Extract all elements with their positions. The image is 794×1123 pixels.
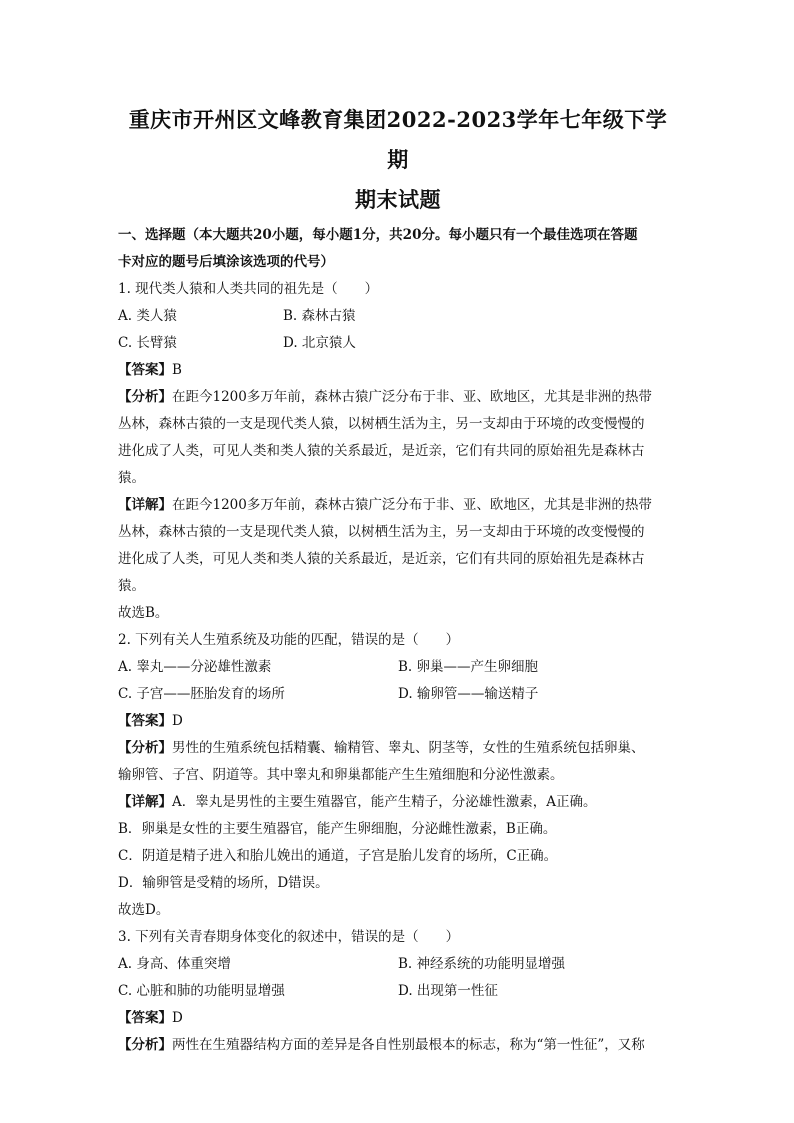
q1-conclusion: 故选B。 — [118, 605, 169, 621]
q3-answer-value: D — [172, 1010, 183, 1026]
section-header-line1: 一、选择题（本大题共20小题，每小题1分，共20分。每小题只有一个最佳选项在答题 — [118, 227, 638, 243]
q1-options-row2 — [118, 330, 678, 357]
q2-detail-line1: 【详解】A．睾丸是男性的主要生殖器官，能产生精子，分泌雄性激素，A正确。 — [118, 794, 597, 810]
q2-detail-line2: B．卵巢是女性的主要生殖器官，能产生卵细胞，分泌雌性激素，B正确。 — [118, 821, 557, 837]
q1-detail-line3: 进化成了人类，可见人类和类人猿的关系最近，是近亲，它们有共同的原始祖先是森林古 — [118, 551, 645, 567]
q3-analysis-line1: 【分析】两性在生殖器结构方面的差异是各自性别最根本的标志，称为“第一性征”，又称 — [118, 1037, 645, 1053]
q1-option-b: B. 森林古猿 — [283, 308, 356, 324]
q2-detail-line3: C．阴道是精子进入和胎儿娩出的通道，子宫是胎儿发育的场所，C正确。 — [118, 848, 558, 864]
q1-detail-line2: 丛林，森林古猿的一支是现代类人猿，以树栖生活为主，另一支却由于环境的改变慢慢的 — [118, 524, 645, 540]
q2-option-b: B. 卵巢——产生卵细胞 — [398, 659, 539, 675]
q1-option-a: A. 类人猿 — [118, 308, 177, 324]
document-page — [118, 100, 678, 1059]
q1-stem: 1. 现代类人猿和人类共同的祖先是（ ） — [118, 281, 379, 297]
detail-label: 【详解】 — [118, 794, 172, 810]
q3-option-c: C. 心脏和肺的功能明显增强 — [118, 983, 285, 999]
analysis-label: 【分析】 — [118, 1037, 172, 1053]
q3-options-row2 — [118, 978, 678, 1005]
q2-option-a: A. 睾丸——分泌雄性激素 — [118, 659, 272, 675]
q2-option-d: D. 输卵管——输送精子 — [398, 686, 539, 702]
q1-analysis-line2: 丛林，森林古猿的一支是现代类人猿，以树栖生活为主，另一支却由于环境的改变慢慢的 — [118, 416, 645, 432]
analysis-label: 【分析】 — [118, 389, 172, 405]
q3-answer — [118, 1005, 678, 1032]
q1-option-d: D. 北京猿人 — [283, 335, 356, 351]
q2-analysis-line1: 【分析】男性的生殖系统包括精囊、输精管、睾丸、阴茎等，女性的生殖系统包括卵巢、 — [118, 740, 645, 756]
q1-option-c: C. 长臂猿 — [118, 335, 177, 351]
q1-analysis-line1: 【分析】在距今1200多万年前，森林古猿广泛分布于非、亚、欧地区，尤其是非洲的热带 — [118, 389, 652, 405]
q2-stem: 2. 下列有关人生殖系统及功能的匹配，错误的是（ ） — [118, 632, 460, 648]
section-header-line2: 卡对应的题号后填涂该选项的代号） — [118, 254, 334, 270]
q2-option-c: C. 子宫——胚胎发育的场所 — [118, 686, 285, 702]
q2-detail-line4: D．输卵管是受精的场所，D错误。 — [118, 875, 329, 891]
q3-options-row1 — [118, 951, 678, 978]
q1-answer-value: B — [172, 362, 182, 378]
answer-label: 【答案】 — [118, 362, 172, 378]
q1-analysis-line4: 猿。 — [118, 470, 145, 486]
q3-stem: 3. 下列有关青春期身体变化的叙述中，错误的是（ ） — [118, 929, 460, 945]
q2-analysis-line2: 输卵管、子宫、阴道等。其中睾丸和卵巢都能产生生殖细胞和分泌性激素。 — [118, 767, 564, 783]
answer-label: 【答案】 — [118, 1010, 172, 1026]
q3-option-a: A. 身高、体重突增 — [118, 956, 231, 972]
answer-label: 【答案】 — [118, 713, 172, 729]
detail-label: 【详解】 — [118, 497, 172, 513]
q2-options-row1 — [118, 654, 678, 681]
q3-option-d: D. 出现第一性征 — [398, 983, 498, 999]
q2-conclusion: 故选D。 — [118, 902, 170, 918]
document-title-line2: 期末试题 — [355, 187, 441, 212]
q1-answer — [118, 357, 678, 384]
q1-analysis-line3: 进化成了人类，可见人类和类人猿的关系最近，是近亲，它们有共同的原始祖先是森林古 — [118, 443, 645, 459]
q3-option-b: B. 神经系统的功能明显增强 — [398, 956, 566, 972]
document-title-line1: 重庆市开州区文峰教育集团2022-2023学年七年级下学期 — [128, 107, 668, 172]
q2-answer — [118, 708, 678, 735]
q1-detail-line4: 猿。 — [118, 578, 145, 594]
analysis-label: 【分析】 — [118, 740, 172, 756]
q1-detail-line1: 【详解】在距今1200多万年前，森林古猿广泛分布于非、亚、欧地区，尤其是非洲的热带 — [118, 497, 652, 513]
q2-answer-value: D — [172, 713, 183, 729]
q1-options-row1 — [118, 303, 678, 330]
q2-options-row2 — [118, 681, 678, 708]
